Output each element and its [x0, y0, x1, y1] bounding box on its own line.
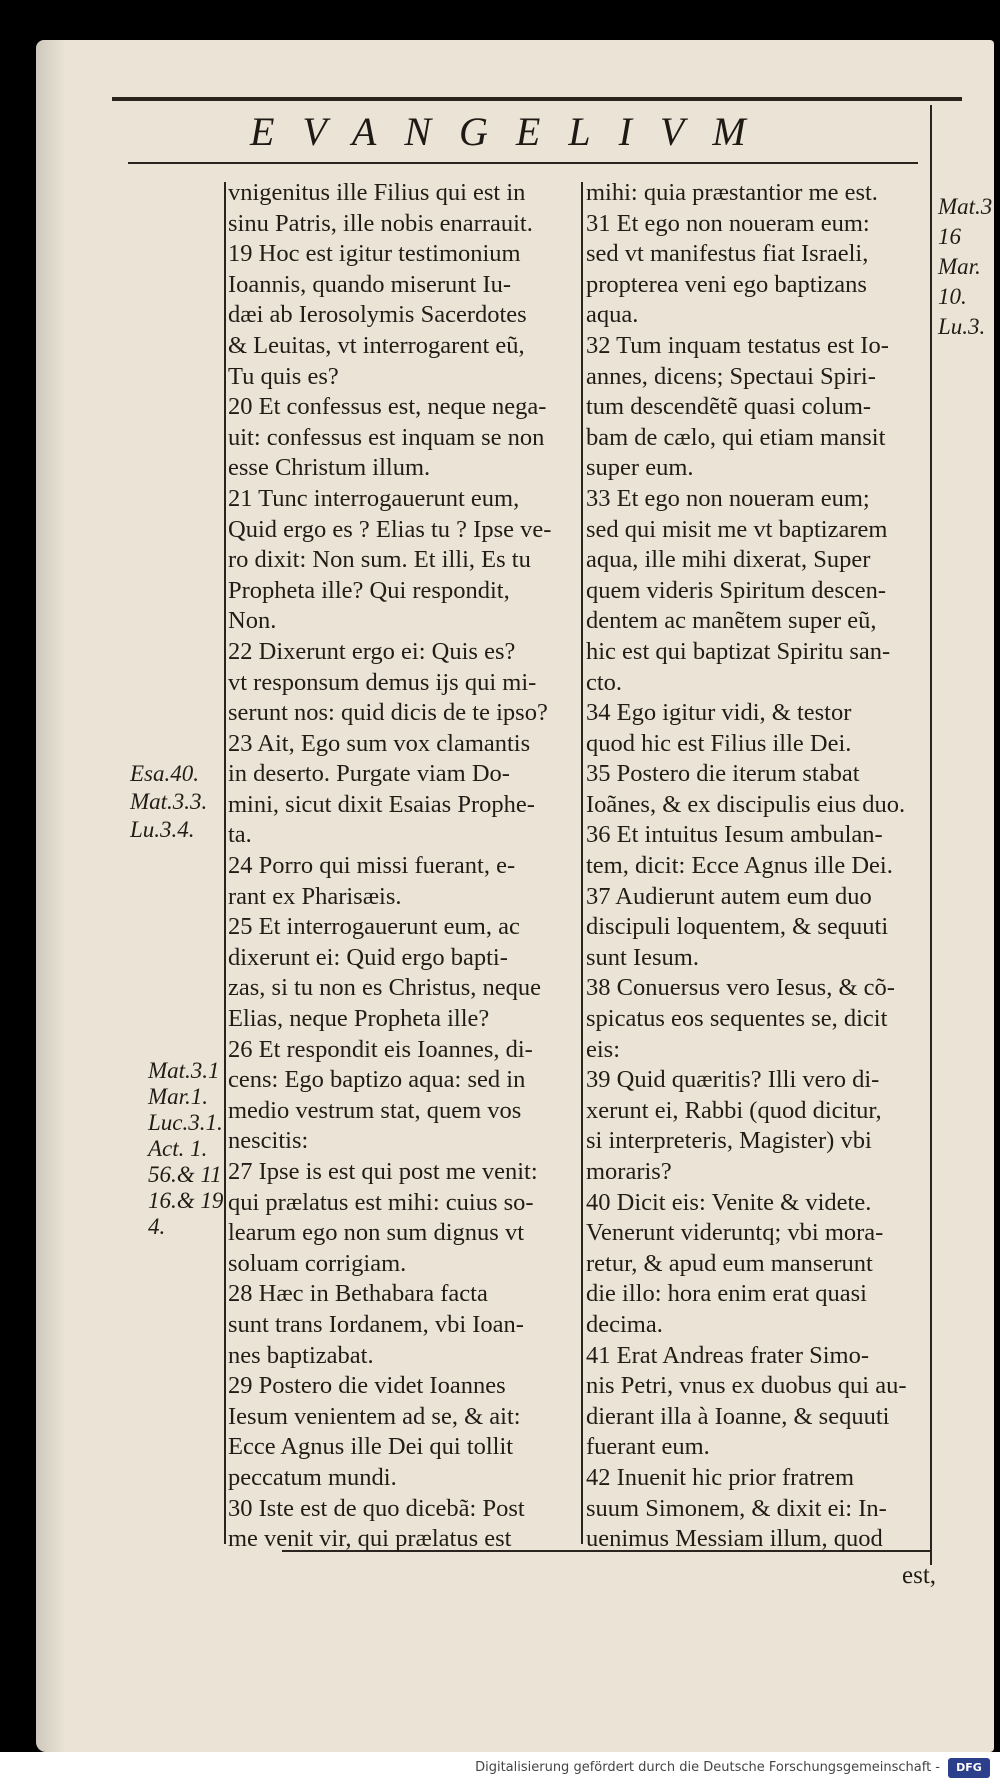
- text-line: 32 Tum inquam testatus est Io-: [586, 331, 889, 359]
- text-line: Non.: [228, 607, 277, 635]
- margin-note: Esa.40.: [130, 761, 199, 786]
- text-line: ro dixit: Non sum. Et illi, Es tu: [228, 546, 531, 574]
- text-line: dixerunt ei: Quid ergo bapti-: [228, 943, 508, 971]
- text-line: 39 Quid quæritis? Illi vero di-: [586, 1066, 880, 1094]
- text-line: sed vt manifestus fiat Israeli,: [586, 240, 869, 268]
- text-line: Elias, neque Propheta ille?: [228, 1005, 490, 1033]
- text-line: 29 Postero die videt Ioannes: [228, 1372, 506, 1400]
- text-line: 28 Hæc in Bethabara facta: [228, 1280, 488, 1308]
- margin-note: Act. 1.: [148, 1136, 208, 1161]
- text-line: si interpreteris, Magister) vbi: [586, 1127, 872, 1155]
- text-line: spicatus eos sequentes se, dicit: [586, 1005, 888, 1033]
- margin-note: Mat.3.1: [148, 1058, 220, 1083]
- scan-top-border: [0, 0, 1000, 40]
- margin-note: 16: [938, 224, 961, 249]
- margin-note: 4.: [148, 1214, 166, 1239]
- text-line: discipuli loquentem, & sequuti: [586, 913, 889, 941]
- text-line: 30 Iste est de quo dicebã: Post: [228, 1494, 525, 1522]
- text-line: esse Christum illum.: [228, 454, 431, 482]
- text-line: mihi: quia præstantior me est.: [586, 179, 878, 206]
- text-line: 35 Postero die iterum stabat: [586, 760, 860, 788]
- left-column-rule: [224, 182, 226, 1544]
- text-line: & Leuitas, vt interrogarent eũ,: [228, 331, 525, 359]
- text-line: 36 Et intuitus Iesum ambulan-: [586, 821, 883, 849]
- text-line: 24 Porro qui missi fuerant, e-: [228, 852, 516, 880]
- text-line: decima.: [586, 1310, 663, 1338]
- text-line: in deserto. Purgate viam Do-: [228, 760, 510, 788]
- text-line: learum ego non sum dignus vt: [228, 1219, 525, 1247]
- text-line: Tu quis es?: [228, 362, 339, 390]
- margin-note: Luc.3.1.: [148, 1110, 223, 1135]
- text-line: annes, dicens; Spectaui Spiri-: [586, 362, 876, 390]
- header-rule-top: [112, 97, 962, 101]
- text-line: 20 Et confessus est, neque nega-: [228, 393, 547, 421]
- text-line: vt responsum demus ijs qui mi-: [228, 668, 537, 696]
- text-line: dæi ab Ierosolymis Sacerdotes: [228, 301, 527, 329]
- text-line: aqua, ille mihi dixerat, Super: [586, 546, 871, 574]
- running-title: EVANGELIVM: [250, 109, 774, 154]
- text-line: 19 Hoc est igitur testimonium: [228, 240, 521, 268]
- text-line: 25 Et interrogauerunt eum, ac: [228, 913, 520, 941]
- text-line: moraris?: [586, 1158, 672, 1185]
- text-column-left: [228, 178, 580, 1555]
- text-line: 27 Ipse is est qui post me venit:: [228, 1158, 538, 1185]
- text-line: Ioãnes, & ex discipulis eius duo.: [586, 790, 906, 818]
- text-line: nis Petri, vnus ex duobus qui au-: [586, 1372, 907, 1400]
- text-line: sunt Iesum.: [586, 943, 699, 971]
- text-line: Propheta ille? Qui respondit,: [228, 576, 510, 604]
- text-line: qui prælatus est mihi: cuius so-: [228, 1188, 534, 1216]
- text-line: quod hic est Filius ille Dei.: [586, 729, 852, 757]
- footer-credit: Digitalisierung gefördert durch die Deutsche Forschungsgemeinschaft -: [475, 1760, 940, 1775]
- text-line: medio vestrum stat, quem vos: [228, 1096, 522, 1124]
- text-line: vnigenitus ille Filius qui est in: [228, 179, 526, 206]
- dfg-logo: DFG: [948, 1758, 990, 1778]
- margin-note: Mar.1.: [148, 1084, 209, 1109]
- digitization-footer: [0, 1752, 1000, 1787]
- header-rule-bottom: [128, 162, 918, 164]
- text-line: 42 Inuenit hic prior fratrem: [586, 1463, 855, 1491]
- text-line: hic est qui baptizat Spiritu san-: [586, 637, 891, 665]
- text-line: cto.: [586, 668, 623, 696]
- text-line: sinu Patris, ille nobis enarrauit.: [228, 209, 533, 237]
- text-line: 40 Dicit eis: Venite & videte.: [586, 1188, 872, 1216]
- text-line: Quid ergo es ? Elias tu ? Ipse ve-: [228, 515, 552, 543]
- catchword: est,: [902, 1562, 937, 1589]
- text-line: peccatum mundi.: [228, 1463, 397, 1491]
- text-line: 23 Ait, Ego sum vox clamantis: [228, 729, 531, 757]
- text-line: bam de cælo, qui etiam mansit: [586, 423, 886, 451]
- text-line: mini, sicut dixit Esaias Prophe-: [228, 790, 535, 818]
- margin-notes-left-lower: [148, 1058, 223, 1240]
- text-line: dentem ac manẽtem super eũ,: [586, 607, 877, 635]
- text-line: xerunt ei, Rabbi (quod dicitur,: [586, 1096, 882, 1124]
- text-line: Ioannis, quando miserunt Iu-: [228, 270, 512, 298]
- margin-note: 10.: [938, 284, 967, 309]
- text-line: Iesum venientem ad se, & ait:: [228, 1402, 521, 1430]
- text-line: super eum.: [586, 454, 694, 482]
- text-line: Ecce Agnus ille Dei qui tollit: [228, 1433, 514, 1461]
- text-line: quem videris Spiritum descen-: [586, 576, 887, 604]
- text-line: sed qui misit me vt baptizarem: [586, 515, 888, 543]
- text-line: suum Simonem, & dixit ei: In-: [586, 1494, 887, 1522]
- text-line: nes baptizabat.: [228, 1341, 374, 1369]
- text-line: zas, si tu non es Christus, neque: [228, 974, 542, 1002]
- text-line: 33 Et ego non noueram eum;: [586, 484, 870, 512]
- text-line: tum descendẽtẽ quasi colum-: [586, 393, 872, 421]
- text-line: retur, & apud eum manserunt: [586, 1249, 873, 1277]
- right-margin-rule: [930, 105, 932, 1565]
- margin-note: 56.& 11: [148, 1162, 222, 1187]
- text-line: nescitis:: [228, 1127, 309, 1155]
- text-line: serunt nos: quid dicis de te ipso?: [228, 699, 548, 727]
- text-line: 31 Et ego non noueram eum:: [586, 209, 870, 237]
- text-line: Venerunt videruntq; vbi mora-: [586, 1219, 884, 1247]
- text-line: uit: confessus est inquam se non: [228, 423, 545, 451]
- column-divider-rule: [581, 182, 583, 1544]
- margin-note: Lu.3.4.: [130, 817, 195, 842]
- text-line: 34 Ego igitur vidi, & testor: [586, 699, 852, 727]
- text-line: 38 Conuersus vero Iesus, & cõ-: [586, 974, 895, 1002]
- text-column-right: [586, 178, 926, 1555]
- text-line: 26 Et respondit eis Ioannes, di-: [228, 1035, 533, 1063]
- text-line: uenimus Messiam illum, quod: [586, 1525, 883, 1553]
- margin-notes-left-upper: [130, 760, 207, 844]
- text-line: cens: Ego baptizo aqua: sed in: [228, 1066, 526, 1094]
- text-line: 22 Dixerunt ergo ei: Quis es?: [228, 637, 516, 665]
- text-line: soluam corrigiam.: [228, 1249, 407, 1277]
- text-line: 21 Tunc interrogauerunt eum,: [228, 484, 520, 512]
- text-line: dierant illa à Ioanne, & sequuti: [586, 1402, 890, 1430]
- margin-note: 16.& 19: [148, 1188, 224, 1213]
- text-line: me venit vir, qui prælatus est: [228, 1525, 512, 1553]
- text-line: die illo: hora enim erat quasi: [586, 1280, 867, 1308]
- text-line: eis:: [586, 1035, 621, 1063]
- margin-note: Mat.3: [938, 194, 993, 219]
- text-line: aqua.: [586, 301, 639, 329]
- text-line: 41 Erat Andreas frater Simo-: [586, 1341, 870, 1369]
- margin-note: Mar.: [938, 254, 981, 279]
- margin-note: Mat.3.3.: [130, 789, 208, 814]
- text-line: propterea veni ego baptizans: [586, 270, 867, 298]
- text-line: tem, dicit: Ecce Agnus ille Dei.: [586, 852, 893, 880]
- margin-note: Lu.3.: [938, 314, 986, 339]
- text-line: 37 Audierunt autem eum duo: [586, 882, 872, 910]
- text-line: fuerant eum.: [586, 1433, 710, 1461]
- text-line: ta.: [228, 821, 252, 849]
- page-gutter-shadow: [36, 40, 66, 1752]
- text-line: rant ex Pharisæis.: [228, 882, 402, 910]
- text-line: sunt trans Iordanem, vbi Ioan-: [228, 1310, 524, 1338]
- margin-notes-right: [938, 192, 992, 342]
